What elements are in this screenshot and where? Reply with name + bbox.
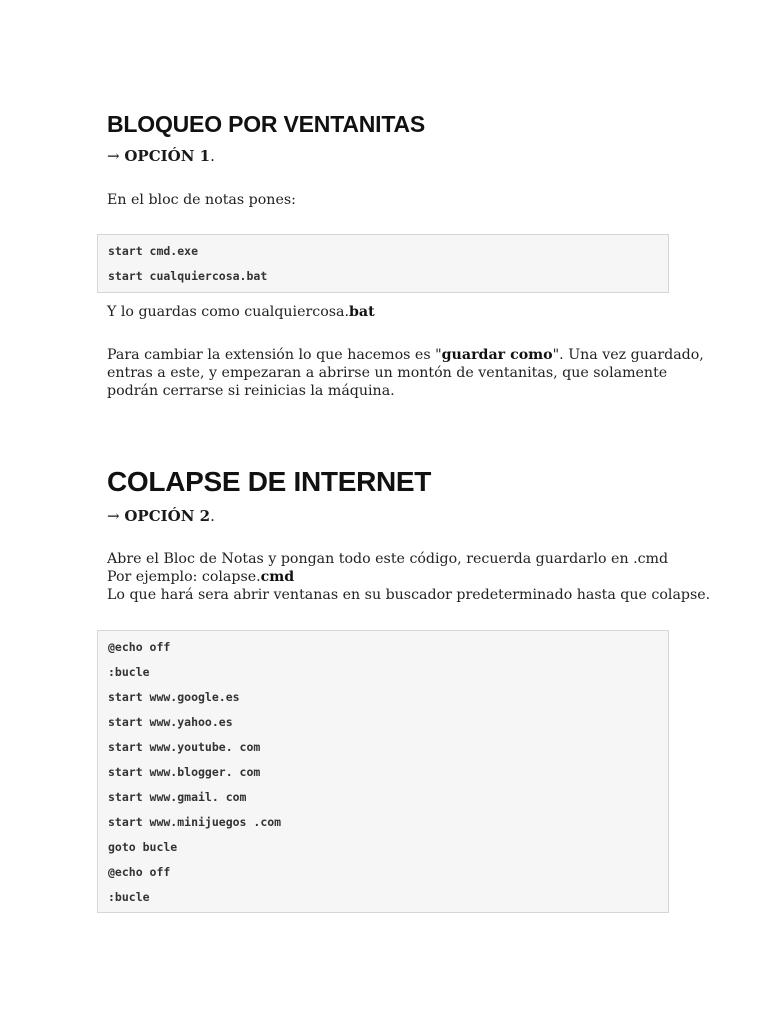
- option-2-label: OPCIÓN 2: [124, 507, 211, 525]
- instructions-line-3: Lo que hará sera abrir ventanas en su buscador predeterminado hasta que colapse.: [107, 587, 711, 603]
- save-as-extension: bat: [349, 304, 375, 320]
- code-line: goto bucle: [108, 840, 178, 854]
- explanation-text-a: Para cambiar la extensión lo que hacemos es ": [107, 347, 442, 363]
- instructions-paragraph: [107, 550, 711, 604]
- code-line: start cualquiercosa.bat: [108, 269, 268, 283]
- instructions-line-1: Abre el Bloc de Notas y pongan todo este código, recuerda guardarlo en .cmd: [107, 551, 669, 567]
- option-1-label: OPCIÓN 1: [124, 147, 211, 165]
- explanation-bold: guardar como: [441, 347, 553, 363]
- code-line: start www.gmail. com: [108, 790, 247, 804]
- explanation-text-b: ". Una vez guardado,: [552, 347, 704, 363]
- option-2-suffix: .: [210, 507, 215, 525]
- code-line: start www.yahoo.es: [108, 715, 233, 729]
- arrow-right-icon: →: [107, 147, 120, 165]
- arrow-right-icon: →: [107, 507, 120, 525]
- save-as-text: Y lo guardas como cualquiercosa.: [107, 304, 349, 320]
- code-line: start cmd.exe: [108, 244, 199, 258]
- intro-paragraph: [107, 191, 672, 209]
- explanation-paragraph: [107, 346, 704, 400]
- option-2-heading: [107, 507, 215, 525]
- instructions-example-extension: cmd: [260, 569, 295, 585]
- code-block-2: [97, 630, 669, 913]
- code-line: @echo off: [108, 640, 171, 654]
- code-line: start www.google.es: [108, 690, 240, 704]
- code-line: @echo off: [108, 865, 171, 879]
- option-1-heading: [107, 147, 215, 165]
- code-block-1: [97, 234, 669, 293]
- code-line: :bucle: [108, 665, 150, 679]
- code-line: start www.blogger. com: [108, 765, 261, 779]
- instructions-example-text: Por ejemplo: colapse.: [107, 569, 261, 585]
- option-1-suffix: .: [210, 147, 215, 165]
- code-line: start www.youtube. com: [108, 740, 261, 754]
- code-line: :bucle: [108, 890, 150, 904]
- explanation-line-3: podrán cerrarse si reinicias la máquina.: [107, 383, 395, 399]
- explanation-line-2: entras a este, y empezaran a abrirse un montón de ventanitas, que solamente: [107, 365, 668, 381]
- code-line: start www.minijuegos .com: [108, 815, 282, 829]
- intro-text: En el bloc de notas pones:: [107, 192, 296, 208]
- section-title-colapse: COLAPSE DE INTERNET: [107, 466, 432, 497]
- section-title-bloqueo: BLOQUEO POR VENTANITAS: [107, 111, 426, 137]
- save-as-paragraph: [107, 303, 672, 321]
